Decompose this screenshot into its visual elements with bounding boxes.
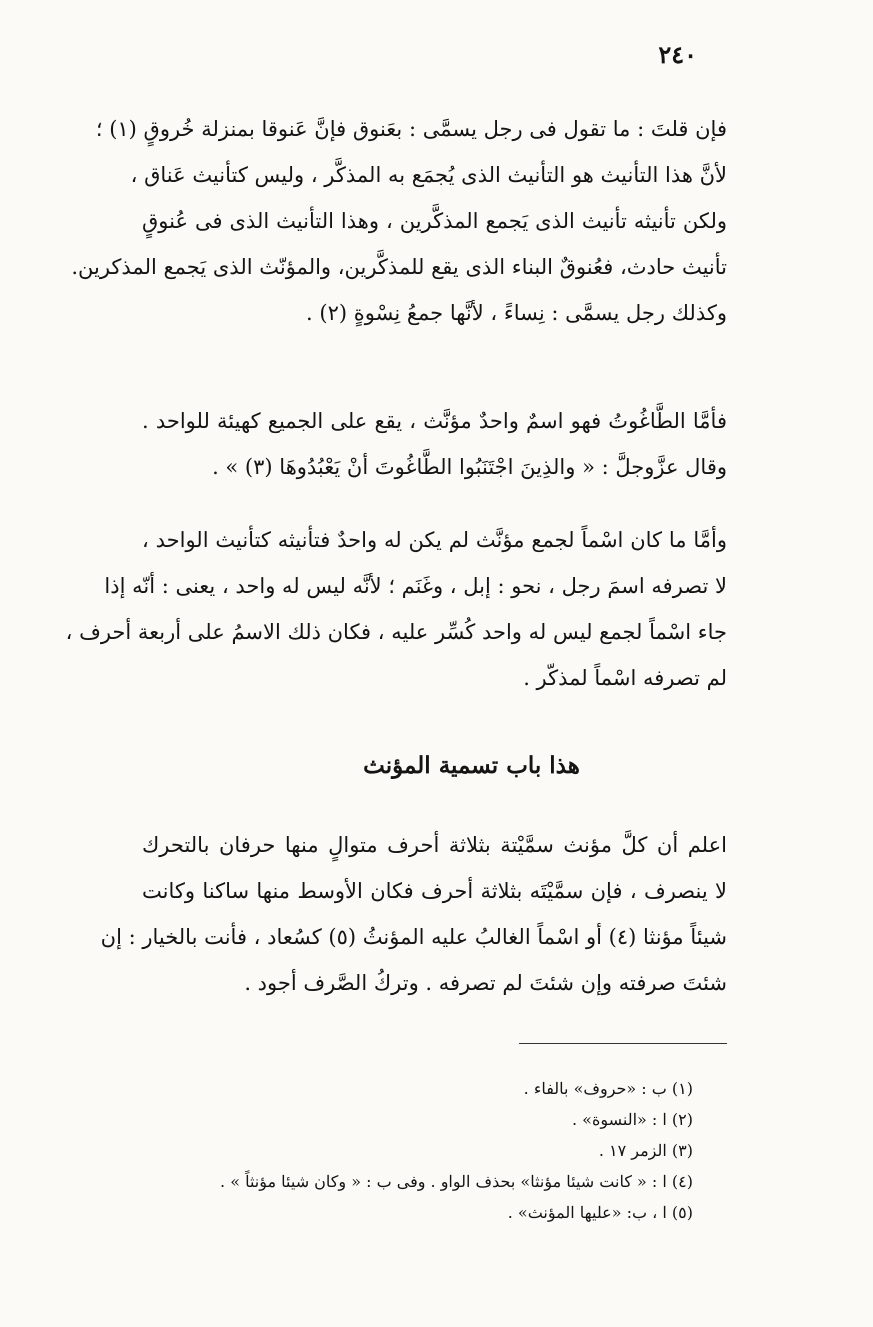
section-heading-text: هذا باب تسمية المؤنث	[363, 752, 580, 779]
text-line: لا تصرفه اسمَ رجل ، نحو : إبل ، وغَنَم ؛ لأنَّه ليس له واحد ، يعنى : أنّه إذا	[104, 574, 727, 598]
text-line: وكذلك رجل يسمَّى : نِساءً ، لأنَّها جمعُ نِسْوةٍ (٢) .	[306, 301, 727, 325]
footnotes	[173, 1073, 693, 1228]
text-line: اعلم أن كلَّ مؤنث سمَّيْتة بثلاثة أحرف متوالٍ منها حرفان بالتحرك	[142, 833, 727, 857]
page-number: ٢٤٠	[658, 40, 697, 69]
section-heading	[0, 752, 873, 779]
text-line: فأمَّا الطَّاغُوتُ فهو اسمٌ واحدٌ مؤنَّث ، يقع على الجميع كهيئة للواحد .	[142, 409, 727, 433]
text-line: شئتَ صرفته وإن شئتَ لم تصرفه . وتركُ الصَّرف أجود .	[244, 971, 727, 995]
text-line: تأنيث حادث، فعُنوقٌ البناء الذى يقع للمذكَّرين، والمؤنّث الذى يَجمع المذكرين.	[71, 255, 727, 279]
paragraph-2	[142, 398, 727, 490]
text-line: شيئاً مؤنثا (٤) أو اسْماً الغالبُ عليه المؤنثُ (٥) كسُعاد ، فأنت بالخيار : إن	[100, 925, 727, 949]
text-line: فإن قلتَ : ما تقول فى رجل يسمَّى : بعَنوق فإنَّ عَنوقا بمنزلة خُروقٍ (١) ؛	[95, 117, 727, 141]
paragraph-4	[100, 822, 727, 1006]
text-line: جاء اسْماً لجمع ليس له واحد كُسِّر عليه ، فكان ذلك الاسمُ على أربعة أحرف ،	[65, 620, 727, 644]
paragraph-1	[71, 106, 727, 336]
footnote: (٤) ا : « كانت شيئا مؤنثا» بحذف الواو . وفى ب : « وكان شيئا مؤنثاً » .	[220, 1172, 693, 1191]
footnote-divider	[519, 1043, 727, 1044]
text-line: لا ينصرف ، فإن سمَّيْتَه بثلاثة أحرف فكان الأوسط منها ساكنا وكانت	[142, 879, 727, 903]
paragraph-3	[65, 517, 727, 701]
text-line: ولكن تأنيثه تأنيث الذى يَجمع المذكَّرين ، وهذا التأنيث الذى فى عُنوقٍ	[142, 209, 727, 233]
footnote: (٢) ا : «النسوة» .	[572, 1110, 693, 1129]
text-line: وقال عزَّوجلَّ : « والذِينَ اجْتَنَبُوا الطَّاغُوتَ أنْ يَعْبُدُوهَا (٣) » .	[212, 455, 727, 479]
footnote: (٥) ا ، ب: «عليها المؤنث» .	[507, 1203, 693, 1222]
footnote: (١) ب : «حروف» بالفاء .	[523, 1079, 693, 1098]
text-line: لأنَّ هذا التأنيث هو التأنيث الذى يُجمَع به المذكَّر ، وليس كتأنيث عَناق ،	[130, 163, 727, 187]
footnote: (٣) الزمر ١٧ .	[598, 1141, 693, 1160]
text-line: لم تصرفه اسْماً لمذكّر .	[523, 666, 727, 690]
text-line: وأمَّا ما كان اسْماً لجمع مؤنَّث لم يكن له واحدٌ فتأنيثه كتأنيث الواحد ،	[142, 528, 727, 552]
